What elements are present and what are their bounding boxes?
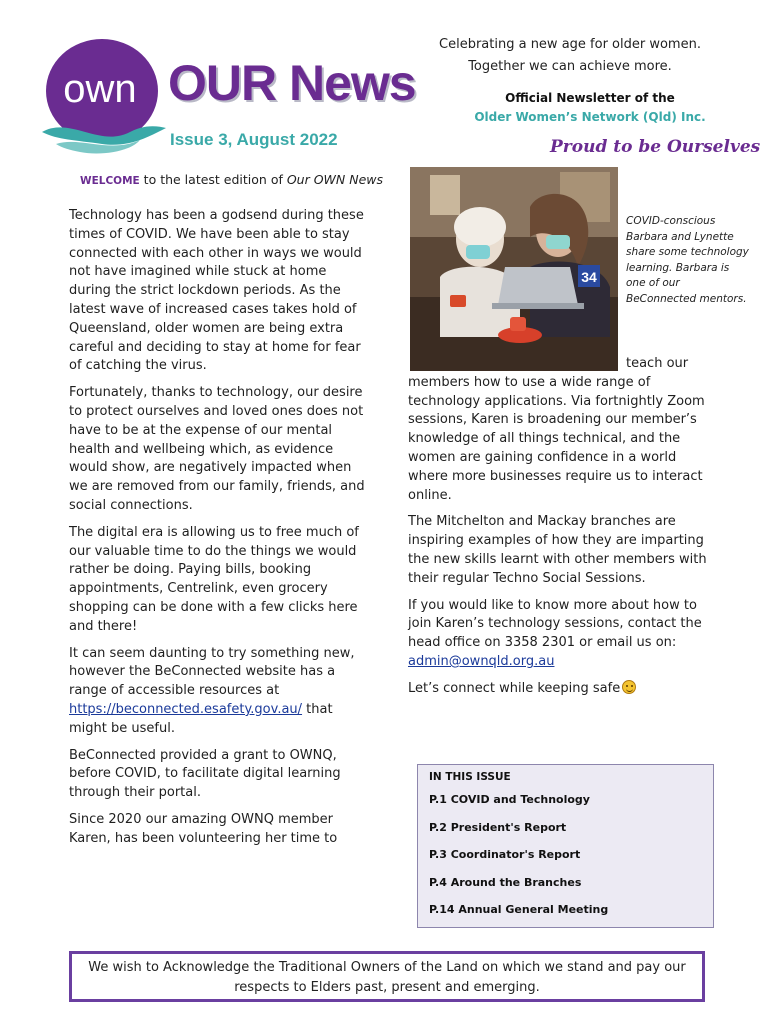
paragraph — [408, 680, 708, 699]
email-link[interactable]: admin@ownqld.org.au — [408, 653, 555, 669]
paragraph-text: It can seem daunting to try something new, however the BeConnected website has a range of accessible resources at — [69, 645, 355, 699]
paragraph-text: that might be useful. — [69, 701, 333, 736]
organisation-name: Older Women’s Network (Qld) Inc. — [474, 110, 706, 124]
paragraph: Fortunately, thanks to technology, our desire to protect ourselves and loved ones does not have to be at the expense of our mental health and wellbeing which, as evidence would show, are negatively impacted when we are removed from our family, friends, and social connections. — [69, 385, 365, 513]
official-newsletter-label: Official Newsletter of the — [505, 91, 675, 105]
newsletter-title: OUR News — [168, 55, 416, 111]
paragraph-text: teach our — [626, 356, 689, 371]
tagline-line-2: Together we can achieve more. — [468, 59, 672, 74]
in-this-issue-box — [417, 764, 714, 928]
contents-item[interactable]: P.4 Around the Branches — [429, 875, 582, 889]
paragraph: Since 2020 our amazing OWNQ member Karen, has been volunteering her time to — [69, 811, 338, 846]
paragraph — [408, 355, 708, 374]
paragraph: The Mitchelton and Mackay branches are inspiring examples of how they are imparting the new skills learnt with other members with their regular Techno Social Sessions. — [408, 514, 707, 586]
right-column — [408, 355, 708, 707]
contents-item[interactable]: P.2 President's Report — [429, 820, 567, 834]
welcome-line — [80, 172, 383, 187]
issue-label: Issue 3, August 2022 — [170, 130, 338, 149]
publication-name: Our OWN News — [286, 172, 384, 187]
table-number-badge: 34 — [581, 269, 597, 285]
in-this-issue-heading: IN THIS ISSUE — [429, 771, 511, 783]
acknowledgement-of-country: We wish to Acknowledge the Traditional Owners of the Land on which we stand and pay our respects to Elders past, present and emerging. — [69, 951, 705, 1002]
paragraph: BeConnected provided a grant to OWNQ, before COVID, to facilitate digital learning through their portal. — [69, 747, 341, 801]
paragraph — [69, 645, 369, 739]
paragraph-text: Let’s connect while keeping safe — [408, 680, 621, 696]
paragraph: members how to use a wide range of technology applications. Via fortnightly Zoom sessions, Karen is broadening our member’s knowledge of all things technical, and the women are gaining confidence in a world where more businesses require us to interact online. — [408, 374, 705, 503]
beconnected-link[interactable]: https://beconnected.esafety.gov.au/ — [69, 701, 303, 717]
paragraph: Technology has been a godsend during these times of COVID. We have been able to stay connected with each other in ways we would not have imagined while stuck at home during the strict lockdown periods. As the latest wave of increased cases takes hold of Queensland, older women are being extra careful and deciding to stay at home for fear of catching the virus. — [69, 208, 364, 374]
contents-item[interactable]: P.14 Annual General Meeting — [429, 903, 609, 916]
contents-item[interactable]: P.3 Coordinator's Report — [429, 848, 581, 861]
paragraph: The digital era is allowing us to free much of our valuable time to do the things we would rather be doing. Paying bills, booking appointments, Centrelink, even grocery shopping can be done with a few clicks here and there! — [69, 524, 359, 634]
logo-text: own — [63, 67, 137, 111]
paragraph — [408, 597, 708, 672]
photo-caption: COVID-conscious Barbara and Lynette share some technology learning. Barbara is one of our BeConnected mentors. — [626, 215, 749, 305]
welcome-text: to the latest edition of — [139, 172, 287, 187]
photo-women-with-laptop — [410, 167, 618, 371]
own-logo — [40, 36, 180, 156]
left-column — [69, 207, 369, 857]
tagline-line-1: Celebrating a new age for older women. — [439, 37, 701, 52]
paragraph-text: If you would like to know more about how to join Karen’s technology sessions, contact the head office on 3358 2301 or email us on: — [408, 597, 702, 651]
smiley-icon — [622, 680, 636, 694]
motto: Proud to be Ourselves — [550, 137, 761, 157]
contents-item[interactable]: P.1 COVID and Technology — [429, 793, 590, 806]
welcome-label: WELCOME — [80, 175, 140, 187]
